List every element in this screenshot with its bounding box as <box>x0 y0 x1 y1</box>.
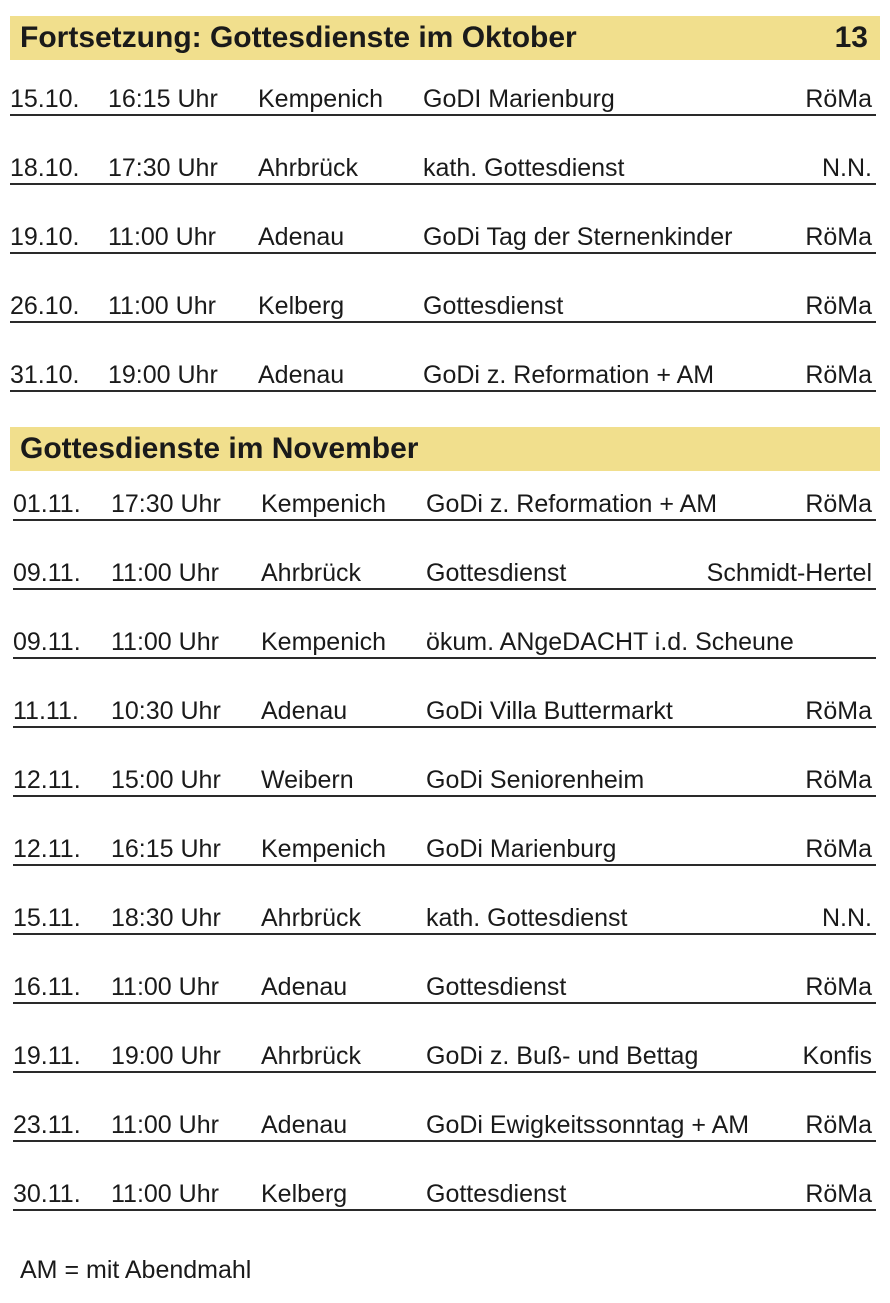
row-date: 01.11. <box>13 490 81 518</box>
row-time: 11:00 Uhr <box>111 1180 219 1208</box>
row-place: Kempenich <box>258 85 384 113</box>
row-date: 23.11. <box>13 1111 81 1139</box>
schedule-row <box>10 362 876 392</box>
schedule-row <box>13 1112 876 1142</box>
row-place: Kempenich <box>261 835 387 863</box>
row-date: 30.11. <box>13 1180 81 1208</box>
row-time: 17:30 Uhr <box>108 154 218 182</box>
row-place: Ahrbrück <box>261 904 362 932</box>
row-event: GoDi Ewigkeitssonntag + AM <box>426 1111 750 1139</box>
october-title: Fortsetzung: Gottesdienste im Oktober <box>20 21 577 54</box>
row-person: N.N. <box>822 904 872 932</box>
row-event: GoDi Seniorenheim <box>426 766 645 794</box>
row-date: 09.11. <box>13 628 81 656</box>
row-date: 12.11. <box>13 835 81 863</box>
row-person: RöMa <box>805 292 872 320</box>
row-place: Adenau <box>261 697 348 725</box>
row-place: Ahrbrück <box>258 154 359 182</box>
row-date: 19.11. <box>13 1042 81 1070</box>
row-time: 11:00 Uhr <box>111 1111 219 1139</box>
row-place: Ahrbrück <box>261 1042 362 1070</box>
row-place: Adenau <box>261 1111 348 1139</box>
row-event: GoDi z. Reformation + AM <box>423 361 715 389</box>
schedule-row <box>13 560 876 590</box>
row-person: RöMa <box>805 361 872 389</box>
schedule-row <box>10 293 876 323</box>
schedule-row <box>13 836 876 866</box>
schedule-row <box>10 86 876 116</box>
schedule-row <box>13 1181 876 1211</box>
row-person: RöMa <box>805 766 872 794</box>
row-time: 10:30 Uhr <box>111 697 221 725</box>
row-date: 18.10. <box>10 154 80 182</box>
october-header <box>10 16 880 60</box>
row-time: 17:30 Uhr <box>111 490 221 518</box>
row-event: GoDi Marienburg <box>426 835 617 863</box>
row-person: RöMa <box>805 835 872 863</box>
schedule-row <box>13 974 876 1004</box>
row-time: 11:00 Uhr <box>108 292 216 320</box>
row-person: RöMa <box>805 1111 872 1139</box>
row-place: Kelberg <box>261 1180 348 1208</box>
schedule-row <box>13 1043 876 1073</box>
schedule-row <box>13 767 876 797</box>
schedule-row <box>10 224 876 254</box>
row-place: Adenau <box>261 973 348 1001</box>
row-date: 15.11. <box>13 904 81 932</box>
row-person: RöMa <box>805 490 872 518</box>
row-event: kath. Gottesdienst <box>426 904 628 932</box>
row-time: 15:00 Uhr <box>111 766 221 794</box>
schedule-row <box>13 491 876 521</box>
row-time: 18:30 Uhr <box>111 904 221 932</box>
row-time: 11:00 Uhr <box>111 628 219 656</box>
row-date: 15.10. <box>10 85 80 113</box>
row-person: N.N. <box>822 154 872 182</box>
schedule-row <box>10 155 876 185</box>
page-number: 13 <box>834 21 868 54</box>
row-event: ökum. ANgeDACHT i.d. Scheune <box>426 628 794 656</box>
row-place: Adenau <box>258 223 345 251</box>
row-time: 11:00 Uhr <box>111 559 219 587</box>
row-time: 19:00 Uhr <box>108 361 218 389</box>
row-person: Schmidt-Hertel <box>706 559 872 587</box>
footnote: AM = mit Abendmahl <box>20 1256 252 1284</box>
row-place: Kempenich <box>261 490 387 518</box>
row-date: 26.10. <box>10 292 80 320</box>
row-event: kath. Gottesdienst <box>423 154 625 182</box>
row-date: 16.11. <box>13 973 81 1001</box>
row-event: GoDI Marienburg <box>423 85 615 113</box>
row-person: RöMa <box>805 697 872 725</box>
november-header <box>10 427 880 471</box>
row-date: 09.11. <box>13 559 81 587</box>
row-event: Gottesdienst <box>423 292 564 320</box>
row-place: Kelberg <box>258 292 345 320</box>
row-person: Konfis <box>802 1042 872 1070</box>
row-place: Weibern <box>261 766 354 794</box>
row-date: 12.11. <box>13 766 81 794</box>
row-person: RöMa <box>805 223 872 251</box>
row-person: RöMa <box>805 1180 872 1208</box>
row-place: Ahrbrück <box>261 559 362 587</box>
schedule-row <box>13 629 876 659</box>
schedule-row <box>13 905 876 935</box>
row-time: 19:00 Uhr <box>111 1042 221 1070</box>
row-person: RöMa <box>805 973 872 1001</box>
row-event: Gottesdienst <box>426 1180 567 1208</box>
row-event: GoDi Tag der Sternenkinder <box>423 223 733 251</box>
row-time: 11:00 Uhr <box>111 973 219 1001</box>
row-event: Gottesdienst <box>426 559 567 587</box>
row-place: Kempenich <box>261 628 387 656</box>
row-event: GoDi Villa Buttermarkt <box>426 697 673 725</box>
row-date: 19.10. <box>10 223 80 251</box>
row-time: 16:15 Uhr <box>111 835 221 863</box>
row-date: 31.10. <box>10 361 80 389</box>
row-event: Gottesdienst <box>426 973 567 1001</box>
row-place: Adenau <box>258 361 345 389</box>
november-title: Gottesdienste im November <box>20 432 419 465</box>
row-event: GoDi z. Reformation + AM <box>426 490 718 518</box>
row-time: 11:00 Uhr <box>108 223 216 251</box>
schedule-row <box>13 698 876 728</box>
row-time: 16:15 Uhr <box>108 85 218 113</box>
row-date: 11.11. <box>13 697 79 725</box>
row-event: GoDi z. Buß- und Bettag <box>426 1042 699 1070</box>
row-person: RöMa <box>805 85 872 113</box>
